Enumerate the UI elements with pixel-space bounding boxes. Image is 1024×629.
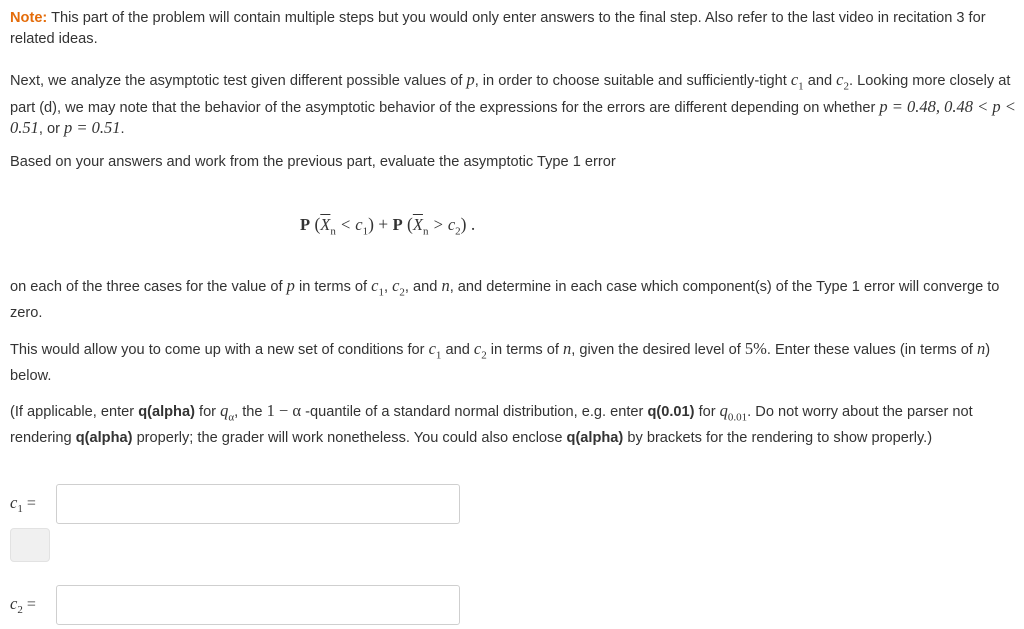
note-text: This part of the problem will contain multiple steps but you would only enter answers to the final step. Also refer to the last video in recitation 3 for related ideas.: [10, 10, 986, 47]
type1-error-formula: P $(\overline{X}_n < c_1) + P$ $(\overline{X}_n > c_2)$ .: [300, 214, 476, 238]
note-paragraph: [10, 8, 1016, 49]
analysis-text-2: , in order to choose suitable and sufficiently-tight: [474, 73, 787, 89]
c1-preview-box: [10, 528, 50, 562]
c2-input[interactable]: [56, 585, 460, 625]
math-c2: $c_2$: [836, 70, 849, 93]
analysis-text-5: , or: [38, 121, 60, 138]
c2-label: $c_2$ =: [10, 593, 36, 617]
math-p-cases: p = 0.48, 0.48 < p < 0.51: [10, 96, 1016, 138]
math-c1: $c_1$: [790, 70, 804, 93]
c2-answer-row: [10, 585, 460, 625]
math-p: p: [466, 70, 475, 89]
cases-paragraph: on each of the three cases for the value of p in terms of $c_1$, $c_2$, and n, and determine in each case which component(s) of the Type 1 error will converge to zero.: [10, 276, 1000, 321]
c1-label: $c_1$ =: [10, 492, 36, 516]
note-label: Note:: [10, 10, 48, 26]
math-p-high: p = 0.51: [64, 118, 121, 138]
instruction-paragraph: Based on your answers and work from the previous part, evaluate the asymptotic Type 1 error: [10, 154, 616, 170]
c1-answer-row: [10, 484, 460, 524]
analysis-text-1: Next, we analyze the asymptotic test given different possible values of: [10, 73, 463, 89]
c1-input[interactable]: [56, 484, 460, 524]
analysis-text-3: and: [807, 73, 833, 89]
conditions-paragraph: This would allow you to come up with a new set of conditions for $c_1$ and $c_2$ in terms of n, given the desired level of 5%. Enter these values (in terms of n) below.: [10, 339, 991, 384]
parser-hint-paragraph: (If applicable, enter q(alpha) for $q_\alpha$, the 1 − α -quantile of a standard normal distribution, e.g. enter q(0.01) for $q_{0.01}$. Do not worry about the parser not rendering q(alpha) properly; the grader will work nonetheless. You could also enclose q(alpha) by brackets for the rendering to show properly.): [10, 401, 973, 446]
analysis-paragraph: Next, we analyze the asymptotic test given different possible values of p, in order to choose suitable and sufficiently-tight $c_1$ and $c_2$. Looking more closely at part (d), we may note that the behavior of the asymptotic behavior of the expressions for the errors are different depending on whether p = 0.48, 0.48 < p < 0.51, or p = 0.51.: [10, 70, 1016, 138]
analysis-text-4: . Looking more closely at part (d), we may note that the behavior of the asymptotic behavior of the expressions for the errors are different depending on whether: [10, 73, 1011, 116]
